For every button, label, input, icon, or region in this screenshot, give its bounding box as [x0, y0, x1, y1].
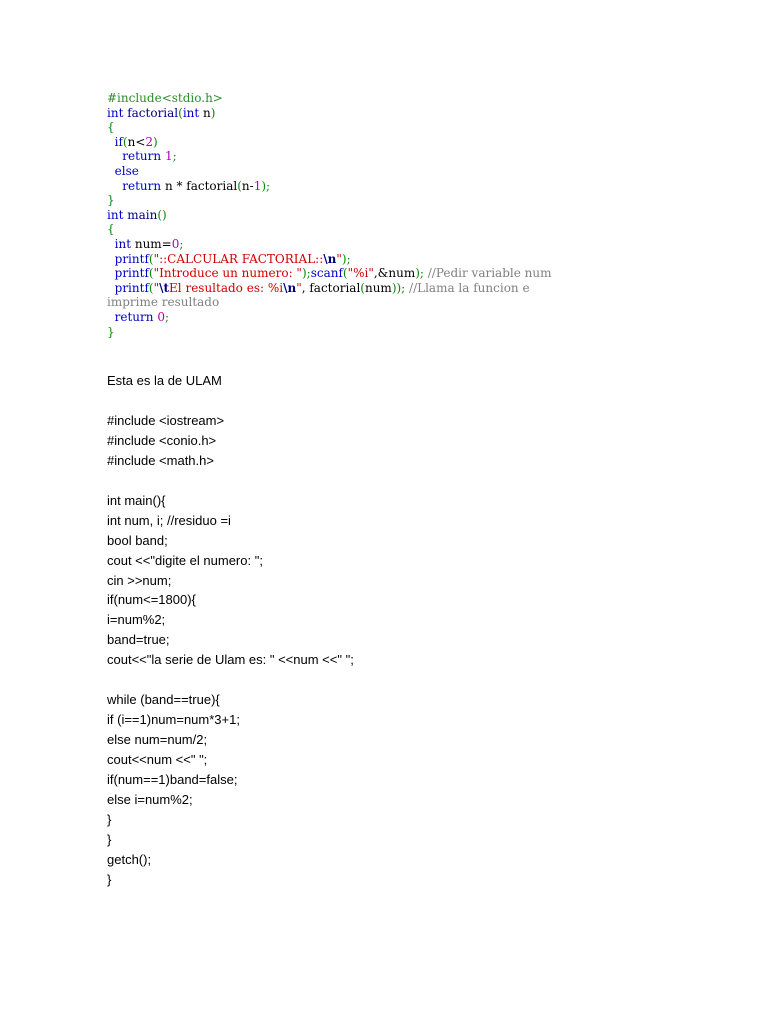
code-token: " [296, 280, 302, 295]
code-line [107, 222, 667, 237]
code-token: //Pedir variable num [423, 266, 552, 281]
code-token: ( [122, 134, 128, 149]
code-token [107, 281, 115, 295]
code-token: num [364, 280, 392, 295]
code-token: \n [323, 251, 337, 266]
code-token: ( [148, 280, 154, 295]
code-token: El resultado es: %i [169, 280, 284, 295]
ulam-code-line: cin >>num; [107, 572, 172, 588]
ulam-code-line: int num, i; //residuo =i [107, 512, 231, 528]
code-token [107, 149, 122, 163]
code-token: n< [127, 134, 146, 149]
code-line [107, 164, 667, 179]
code-token: int [182, 105, 200, 120]
code-token: printf [114, 280, 149, 295]
code-token: "::CALCULAR FACTORIAL:: [153, 251, 324, 266]
code-token: ( [237, 178, 242, 193]
code-token: main [123, 207, 158, 222]
ulam-code-line: cout<<num <<" "; [107, 751, 208, 767]
code-line [107, 325, 667, 340]
code-token: scanf [310, 266, 343, 281]
code-token: ); [415, 266, 424, 281]
code-token: { [107, 222, 115, 237]
code-token: printf [114, 251, 149, 266]
ulam-code-line [107, 471, 354, 491]
code-token: , factorial [301, 280, 361, 295]
code-token: n- [241, 178, 254, 193]
code-token: 2 [145, 134, 154, 149]
code-token: { [107, 120, 115, 135]
code-token: () [157, 207, 167, 222]
code-token: int [114, 236, 132, 251]
ulam-code-line [107, 670, 354, 690]
code-token: ,&num [373, 266, 416, 281]
code-token: if [114, 134, 123, 149]
code-line [107, 295, 667, 310]
code-token [107, 237, 115, 251]
code-token: "%i" [347, 266, 374, 281]
ulam-code-line: getch(); [107, 851, 152, 867]
code-token: return [122, 149, 162, 164]
code-token [107, 310, 115, 324]
ulam-code-line: } [107, 831, 112, 847]
ulam-code-line: band=true; [107, 632, 170, 648]
ulam-code-line: if (i==1)num=num*3+1; [107, 712, 240, 728]
code-token: ) [153, 134, 158, 149]
code-token: "Introduce un numero: " [153, 266, 302, 281]
code-token [107, 252, 115, 266]
ulam-code-line: bool band; [107, 532, 168, 548]
code-line [107, 252, 667, 267]
factorial-code-block [107, 91, 667, 339]
code-line [107, 135, 667, 150]
code-token: ( [178, 105, 183, 120]
code-token: factorial [123, 105, 179, 120]
ulam-code-line: } [107, 811, 112, 827]
code-token [107, 179, 122, 193]
code-line [107, 281, 667, 296]
ulam-code-line: #include <iostream> [107, 413, 225, 428]
ulam-code-line: else num=num/2; [107, 732, 208, 747]
code-token: ); [341, 251, 351, 266]
code-token: #include<stdio.h> [107, 91, 223, 105]
code-token: n [199, 105, 211, 120]
code-token: return [122, 178, 162, 193]
code-line [107, 193, 667, 208]
code-token: ; [172, 149, 177, 164]
code-token: int [107, 105, 124, 120]
code-token: printf [114, 266, 149, 281]
code-token: else [114, 163, 139, 178]
ulam-code-block [107, 411, 354, 890]
code-token: " [153, 280, 160, 295]
code-line [107, 266, 667, 281]
code-token: ; [179, 236, 184, 251]
code-token: //Llama la funcion e [405, 280, 530, 295]
code-token: 0 [157, 309, 165, 324]
code-token: ; [164, 309, 170, 324]
ulam-code-line: i=num%2; [107, 612, 166, 628]
code-token: int [107, 207, 124, 222]
code-token: num= [131, 236, 172, 251]
code-token: return [114, 309, 154, 324]
code-token: 1 [164, 149, 173, 164]
ulam-code-line: else i=num%2; [107, 791, 193, 807]
ulam-code-line: cout <<"digite el numero: "; [107, 552, 263, 568]
code-token: 0 [171, 236, 180, 251]
ulam-code-line: while (band==true){ [107, 692, 220, 708]
code-token: ( [148, 266, 154, 281]
ulam-code-line: #include <math.h> [107, 452, 214, 468]
code-token: 1 [253, 178, 262, 193]
code-token [107, 135, 115, 149]
code-token: ( [148, 251, 154, 266]
code-token: )); [391, 280, 406, 295]
code-line [107, 149, 667, 164]
code-token: ) [210, 105, 216, 120]
code-token: imprime resultado [107, 295, 220, 310]
code-token [107, 266, 115, 280]
code-line [107, 91, 667, 106]
code-token: ); [301, 266, 311, 281]
ulam-code-line: int main(){ [107, 492, 166, 508]
code-line [107, 179, 667, 194]
ulam-heading: Esta es la de ULAM [107, 373, 222, 388]
code-line [107, 310, 667, 325]
code-token: n * factorial [161, 178, 238, 193]
code-token: \t [159, 280, 170, 295]
code-token [107, 164, 115, 178]
code-token: ); [261, 178, 271, 193]
code-line [107, 208, 667, 223]
code-token: \n [283, 280, 297, 295]
ulam-code-line: if(num<=1800){ [107, 592, 196, 608]
code-token: ( [360, 280, 365, 295]
ulam-code-line: } [107, 871, 112, 887]
code-token: } [107, 324, 115, 339]
ulam-code-line: #include <conio.h> [107, 432, 217, 448]
ulam-code-line: cout<<"la serie de Ulam es: " <<num <<" "; [107, 652, 354, 668]
code-line [107, 106, 667, 121]
code-token: " [336, 251, 342, 266]
code-line [107, 120, 667, 135]
code-token: } [107, 193, 115, 208]
code-line [107, 237, 667, 252]
code-token: ( [342, 266, 348, 281]
ulam-code-line: if(num==1)band=false; [107, 771, 238, 787]
